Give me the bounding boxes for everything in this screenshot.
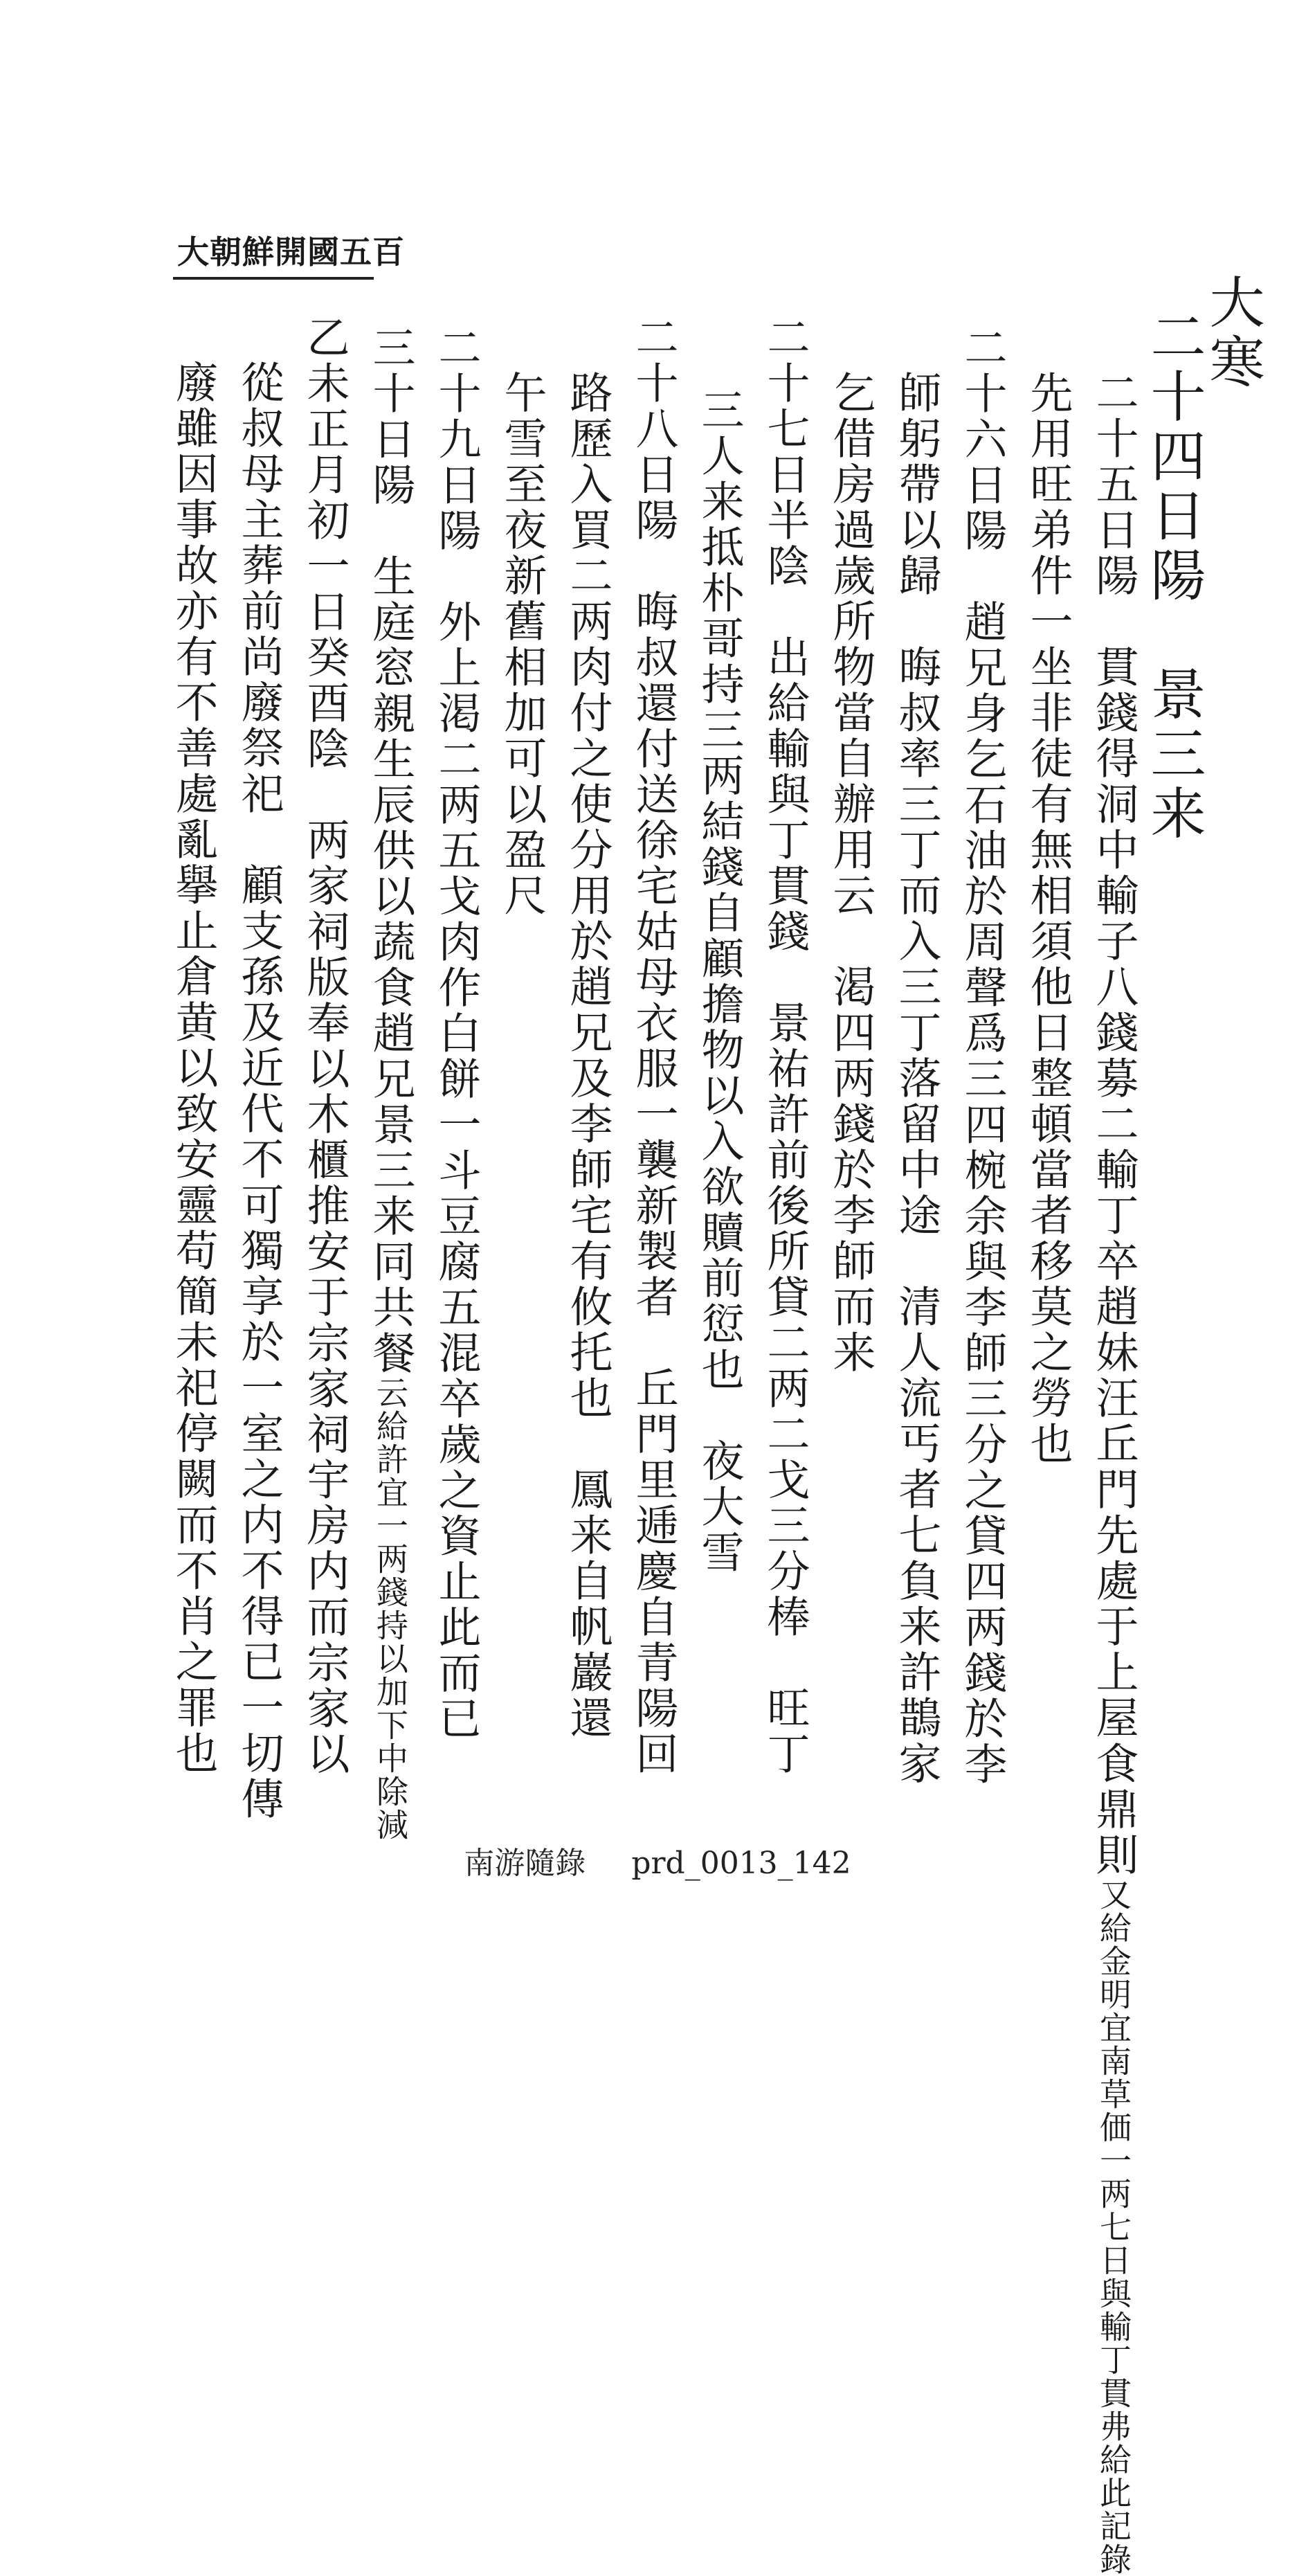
margin-stamp — [173, 222, 405, 280]
text-column-1: 大寒 — [1200, 273, 1264, 393]
interlinear-note: 云給許宜一两錢持以加下中除減 — [372, 1376, 409, 1841]
text-column-15: 乙未正月初一日癸酉陰 两家祠版奉以木櫃推安于宗家祠宇房内而宗家以 — [300, 315, 350, 1777]
stamp-text: 大朝鮮開國五百 — [177, 233, 405, 271]
text-column-13: 二十九日陽 外上渇二两五戈肉作白餅一斗豆腐五混卒歲之資止此而已 — [431, 325, 482, 1742]
interlinear-note: 又給金明宜南草価一两七日與輸丁貫弗給此記錄 — [1095, 1878, 1132, 2576]
text-column-2: 二十四日陽 景三来 — [1141, 308, 1206, 844]
text-column-9: 三人来抵朴哥持三两結錢自顧擔物以入欲贖前愆也 夜大雪 — [694, 388, 745, 1576]
book-title: 南游隨錄 — [464, 1846, 586, 1881]
text-column-11: 路歷入買二两肉付之使分用於趙兄及李師宅有攸托也 鳳来自帆巖還 — [563, 370, 613, 1741]
text-column-12: 午雪至夜新舊相加可以盈尺 — [497, 370, 547, 919]
text-column-3: 二十五日陽 貫錢得洞中輸子八錢募二輸丁卒趙妹汪丘門先處于上屋食鼎則又給金明宜南草価一两七日與輸丁貫弗給此記錄 — [1089, 370, 1139, 2576]
text-column-7: 乞借房過歲所物當自辦用云 渇四两錢於李師而来 — [826, 370, 876, 1376]
text-column-14: 三十日陽 生庭窓親生辰供以蔬食趙兄景三来同共餐云給許宜一两錢持以加下中除減 — [365, 325, 416, 1841]
page-code: prd_0013_142 — [631, 1846, 851, 1881]
text-column-6: 師躬帶以歸 晦叔率三丁而入三丁落留中途 清人流丐者七負来許鵲家 — [891, 370, 942, 1787]
text-column-8: 二十七日半陰 出給輸與丁貫錢 景祐許前後所貸二两二戈三分棒 旺丁 — [760, 315, 810, 1777]
text-column-10: 二十八日陽 晦叔還付送徐宅姑母衣服一襲新製者 丘門里逓慶自青陽回 — [628, 315, 679, 1777]
text-column-17: 廢雖因事故亦有不善處亂擧止倉黄以致安靈苟簡未祀停闕而不肖之罪也 — [168, 360, 219, 1776]
page-footer — [0, 1838, 1315, 1882]
text-column-4: 先用旺弟件一坐非徒有無相須他日整頓當者移莫之勞也 — [1023, 370, 1073, 1467]
text-column-5: 二十六日陽 趙兄身乞石油於周聲爲三四椀余與李師三分之貸四两錢於李 — [957, 325, 1008, 1787]
text-column-16: 從叔母主葬前尚廢祭祀 顧支孫及近代不可獨享於一室之内不得已一切傳 — [234, 360, 284, 1822]
